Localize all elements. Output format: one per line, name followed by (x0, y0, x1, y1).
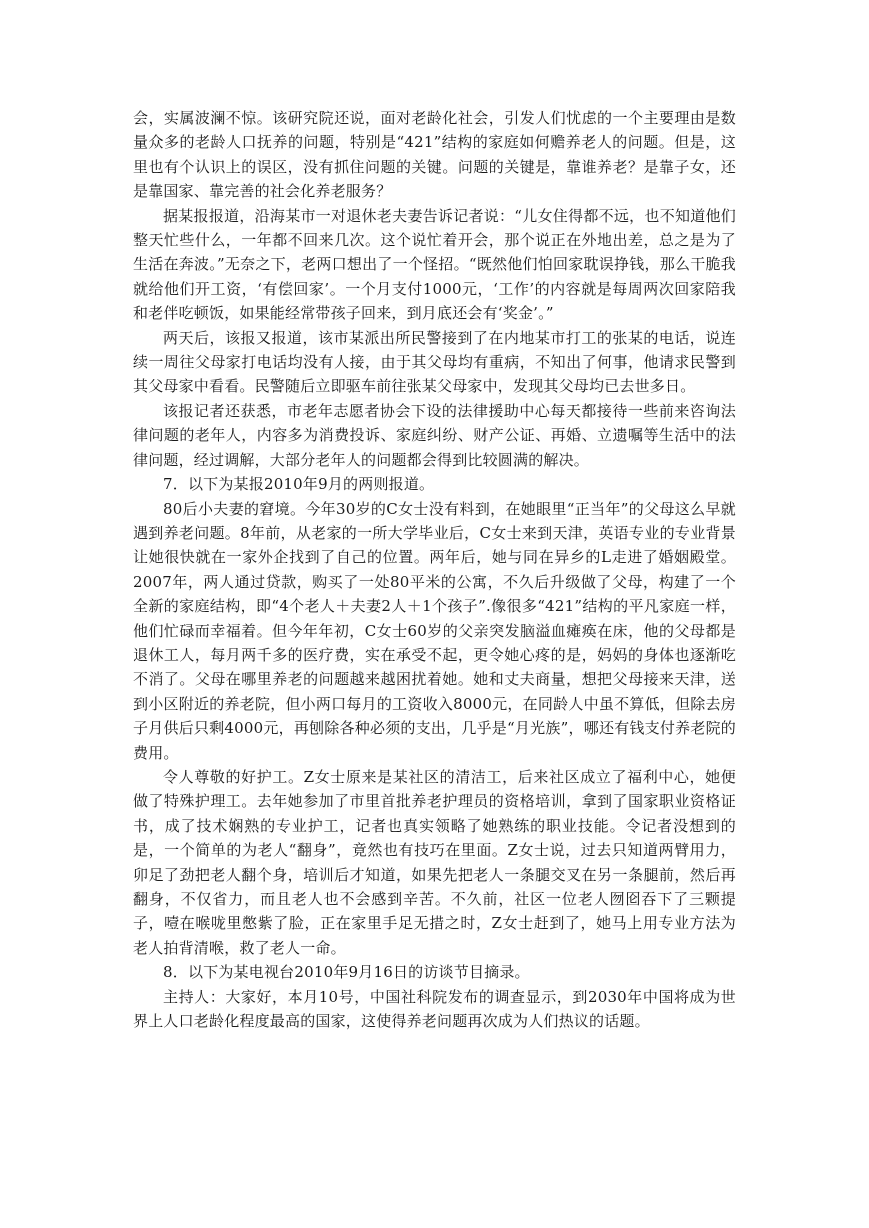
paragraph-host-intro: 主持人：大家好，本月10号，中国社科院发布的调查显示，到2030年中国将成为世界上人口老龄化程度最高的国家，这使得养老问题再次成为人们热议的话题。 (133, 987, 736, 1031)
document-body (133, 106, 736, 1033)
section-heading-8: 8．以下为某电视台2010年9月16日的访谈节目摘录。 (163, 963, 530, 982)
section-heading-7: 7．以下为某报2010年9月的两则报道。 (163, 475, 435, 494)
paragraph-retired-couple-report: 据某报报道，沿海某市一对退休老夫妻告诉记者说：“儿女住得都不远，也不知道他们整天忙些什么，一年都不回来几次。这个说忙着开会，那个说正在外地出差，总之是为了生活在奔波。”无奈之下，老两口想出了一个怪招。“既然他们怕回家耽误挣钱，那么干脆我就给他们开工资，‘有偿回家’。一个月支付1000元，‘工作’的内容就是每周两次回家陪我和老伴吃顿饭，如果能经常带孩子回来，到月底还会有‘奖金’。” (133, 206, 736, 323)
paragraph-caregiver: 令人尊敬的好护工。Z女士原来是某社区的清洁工，后来社区成立了福利中心，她便做了特殊护理工。去年她参加了市里首批养老护理员的资格培训，拿到了国家职业资格证书，成了技术娴熟的专业护工，记者也真实领略了她熟练的职业技能。令记者没想到的是，一个简单的为老人“翻身”，竟然也有技巧在里面。Z女士说，过去只知道两臂用力，卯足了劲把老人翻个身，培训后才知道，如果先把老人一条腿交叉在另一条腿前，然后再翻身，不仅省力，而且老人也不会感到辛苦。不久前，社区一位老人囫囵吞下了三颗提子，噎在喉咙里憋紫了脸，正在家里手足无措之时，Z女士赶到了，她马上用专业方法为老人拍背清喉，救了老人一命。 (133, 767, 736, 957)
paragraph-police-report: 两天后，该报又报道，该市某派出所民警接到了在内地某市打工的张某的电话，说连续一周往父母家打电话均没有人接，由于其父母均有重病，不知出了何事，他请求民警到其父母家中看看。民警随后立即驱车前往张某父母家中，发现其父母均已去世多日。 (133, 328, 736, 396)
paragraph-legal-aid-center: 该报记者还获悉，市老年志愿者协会下设的法律援助中心每天都接待一些前来咨询法律问题的老年人，内容多为消费投诉、家庭纠纷、财产公证、再婚、立遗嘱等生活中的法律问题，经过调解，大部分老年人的问题都会得到比较圆满的解决。 (133, 401, 736, 469)
paragraph-continuation: 会，实属波澜不惊。该研究院还说，面对老龄化社会，引发人们忧虑的一个主要理由是数量众多的老龄人口抚养的问题，特别是“421”结构的家庭如何赡养老人的问题。但是，这里也有个认识上的误区，没有抓住问题的关键。问题的关键是，靠谁养老？是靠子女，还是靠国家、靠完善的社会化养老服务？ (133, 109, 736, 201)
paragraph-young-couple: 80后小夫妻的窘境。今年30岁的C女士没有料到，在她眼里“正当年”的父母这么早就遇到养老问题。8年前，从老家的一所大学毕业后，C女士来到天津，英语专业的专业背景让她很快就在一家外企找到了自己的位置。两年后，她与同在异乡的L走进了婚姻殿堂。2007年，两人通过贷款，购买了一处80平米的公寓，不久后升级做了父母，构建了一个全新的家庭结构，即“4个老人＋夫妻2人＋1个孩子”.像很多“421”结构的平凡家庭一样，他们忙碌而幸福着。但今年年初，C女士60岁的父亲突发脑溢血瘫痪在床，他的父母都是退休工人，每月两千多的医疗费，实在承受不起，更令她心疼的是，妈妈的身体也逐渐吃不消了。父母在哪里养老的问题越来越困扰着她。她和丈夫商量，想把父母接来天津，送到小区附近的养老院，但小两口每月的工资收入8000元，在同龄人中虽不算低，但除去房子月供后只剩4000元，再刨除各种必须的支出，几乎是“月光族”，哪还有钱支付养老院的费用。 (133, 499, 736, 762)
